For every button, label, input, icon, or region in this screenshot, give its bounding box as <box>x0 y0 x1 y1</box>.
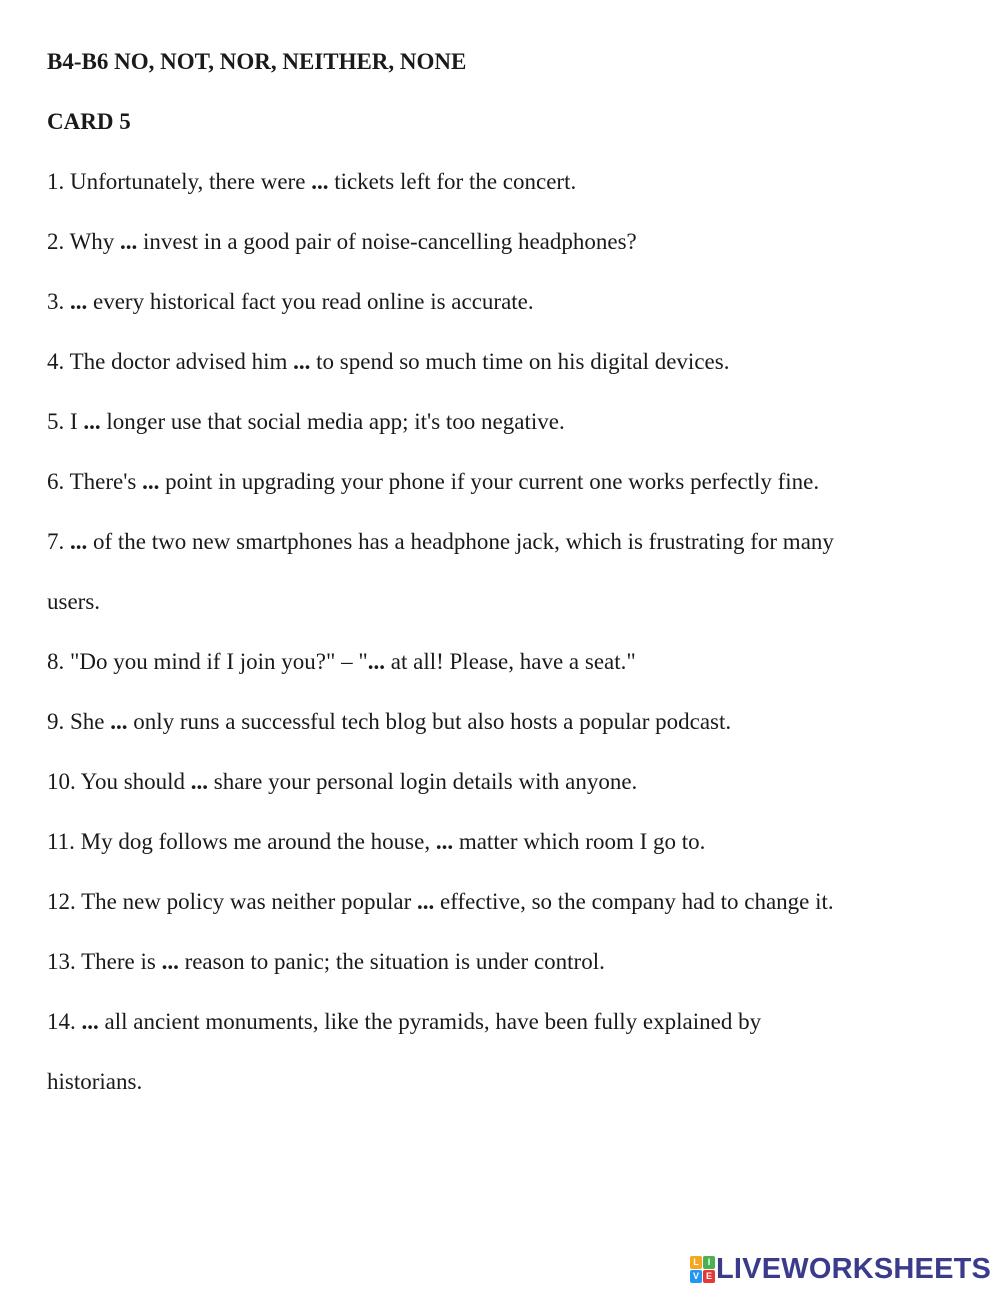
question-6: 6. There's ... point in upgrading your phone if your current one works perfectly fine. <box>47 469 820 494</box>
blank: ... <box>311 169 329 194</box>
blank: ... <box>367 649 386 674</box>
question-3: 3. ... every historical fact you read online is accurate. <box>47 289 534 314</box>
blank: ... <box>417 889 435 914</box>
question-1: 1. Unfortunately, there were ... tickets left for the concert. <box>47 169 577 194</box>
blank: ... <box>70 529 88 554</box>
liveworksheets-logo <box>690 1252 991 1286</box>
question-11: 11. My dog follows me around the house, ... matter which room I go to. <box>47 829 706 854</box>
blank: ... <box>70 289 88 314</box>
question-4: 4. The doctor advised him ... to spend so much time on his digital devices. <box>47 349 730 374</box>
blank: ... <box>161 949 179 974</box>
question-10: 10. You should ... share your personal login details with anyone. <box>47 769 638 794</box>
blank: ... <box>142 469 160 494</box>
question-7-continued: users. <box>47 589 101 614</box>
question-8: 8. "Do you mind if I join you?" – "... at all! Please, have a seat." <box>47 649 636 674</box>
question-13: 13. There is ... reason to panic; the situation is under control. <box>47 949 605 974</box>
worksheet-title: B4-B6 NO, NOT, NOR, NEITHER, NONE <box>47 49 467 74</box>
logo-tile-l: L <box>690 1256 702 1269</box>
question-7: 7. ... of the two new smartphones has a headphone jack, which is frustrating for many <box>47 529 834 554</box>
blank: ... <box>190 769 209 794</box>
brand-logo-icon <box>690 1256 714 1282</box>
question-2: 2. Why ... invest in a good pair of noise-cancelling headphones? <box>47 229 637 254</box>
question-5: 5. I ... longer use that social media app; it's too negative. <box>47 409 565 434</box>
card-label: CARD 5 <box>47 109 131 134</box>
logo-tile-v: V <box>690 1270 702 1283</box>
blank: ... <box>83 409 101 434</box>
question-14-continued: historians. <box>47 1069 143 1094</box>
logo-tile-i: I <box>703 1256 715 1269</box>
question-12: 12. The new policy was neither popular ... effective, so the company had to change it. <box>47 889 834 914</box>
blank: ... <box>120 229 138 254</box>
blank: ... <box>110 709 128 734</box>
question-14: 14. ... all ancient monuments, like the pyramids, have been fully explained by <box>47 1009 762 1034</box>
logo-tile-e: E <box>703 1270 715 1283</box>
brand-name: LIVEWORKSHEETS <box>716 1252 992 1285</box>
blank: ... <box>435 829 454 854</box>
question-9: 9. She ... only runs a successful tech blog but also hosts a popular podcast. <box>47 709 732 734</box>
blank: ... <box>81 1009 99 1034</box>
blank: ... <box>293 349 311 374</box>
